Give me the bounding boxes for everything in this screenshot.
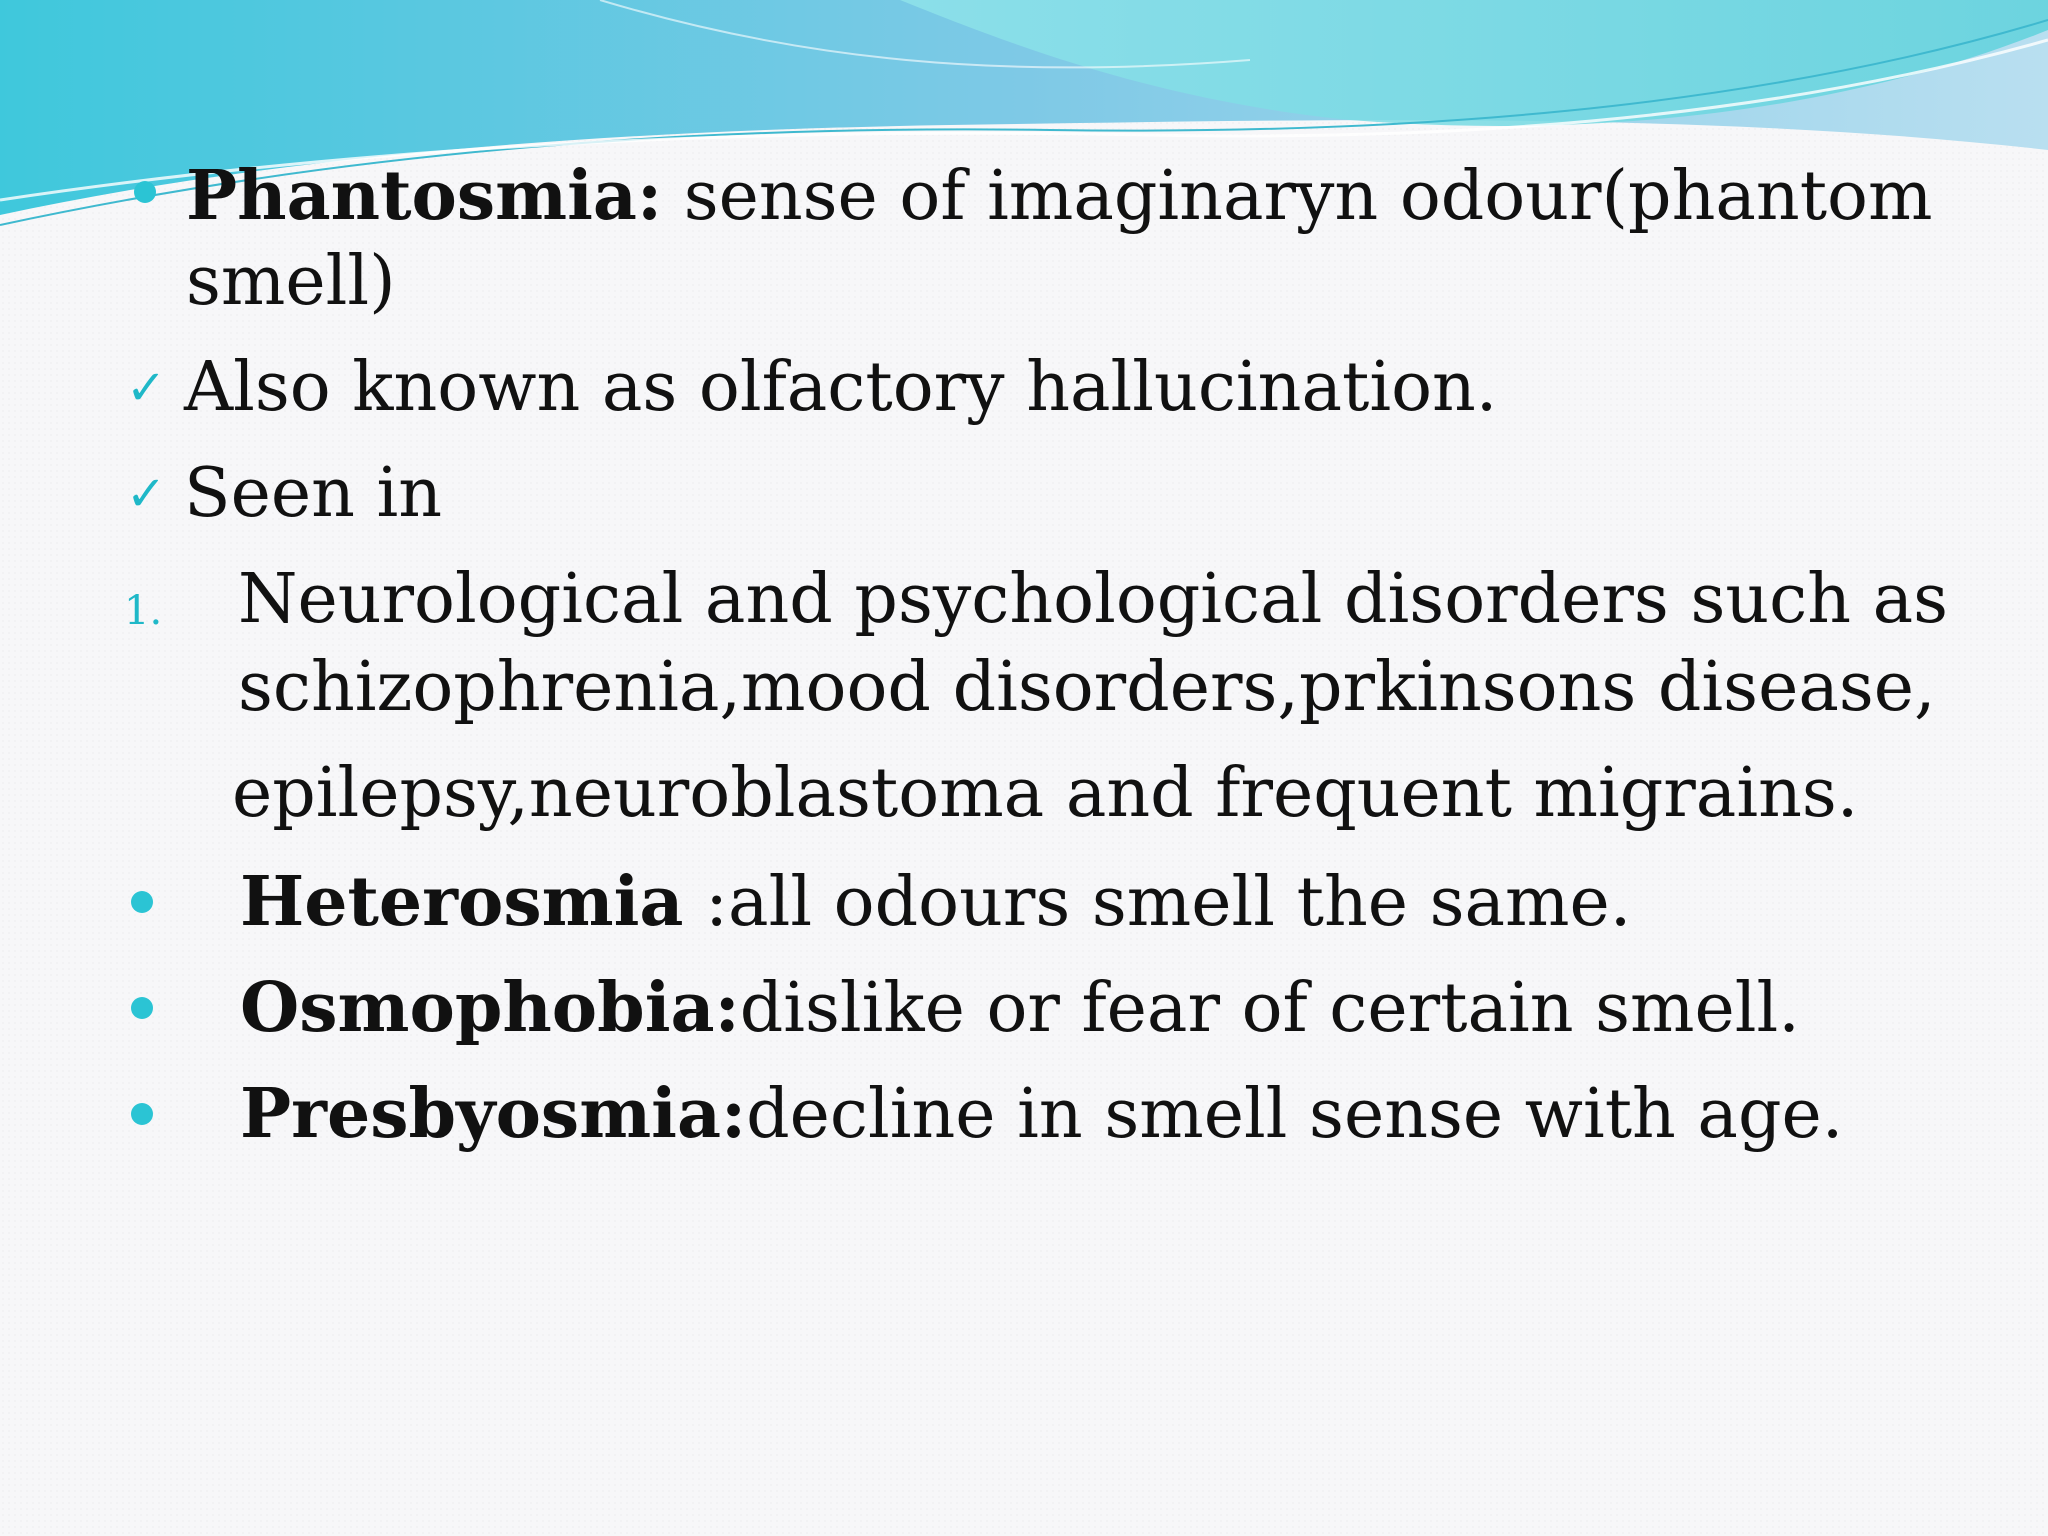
checkmark-icon: ✓ [126, 360, 167, 416]
phantosmia-line [186, 156, 1933, 236]
heterosmia-definition: :all odours smell the same. [683, 863, 1632, 942]
term-osmophobia: Osmophobia: [240, 968, 740, 1048]
numbered-item-line-3: epilepsy,neuroblastoma and frequent migrains. [232, 754, 1859, 833]
heterosmia-line [240, 862, 1632, 942]
phantosmia-line-2: smell) [186, 242, 396, 321]
bullet-icon [131, 891, 153, 913]
osmophobia-definition: dislike or fear of certain smell. [739, 969, 1800, 1048]
numbered-item-line-2: schizophrenia,mood disorders,prkinsons disease, [238, 648, 1936, 727]
seen-in-line: Seen in [184, 454, 443, 533]
also-known-line: Also known as olfactory hallucination. [184, 348, 1498, 427]
phantosmia-definition: sense of imaginaryn odour(phantom [662, 157, 1933, 236]
list-number: 1. [124, 588, 163, 634]
numbered-item-line-1: Neurological and psychological disorders such as [238, 560, 1949, 639]
term-presbyosmia: Presbyosmia: [240, 1074, 747, 1154]
term-heterosmia: Heterosmia [240, 862, 684, 942]
term-phantosmia: Phantosmia: [186, 156, 663, 236]
bullet-icon [131, 997, 153, 1019]
checkmark-icon: ✓ [126, 466, 167, 522]
bullet-icon [134, 181, 156, 203]
presbyosmia-line [240, 1074, 1844, 1154]
osmophobia-line [240, 968, 1800, 1048]
bullet-icon [131, 1103, 153, 1125]
presbyosmia-definition: decline in smell sense with age. [746, 1075, 1844, 1154]
